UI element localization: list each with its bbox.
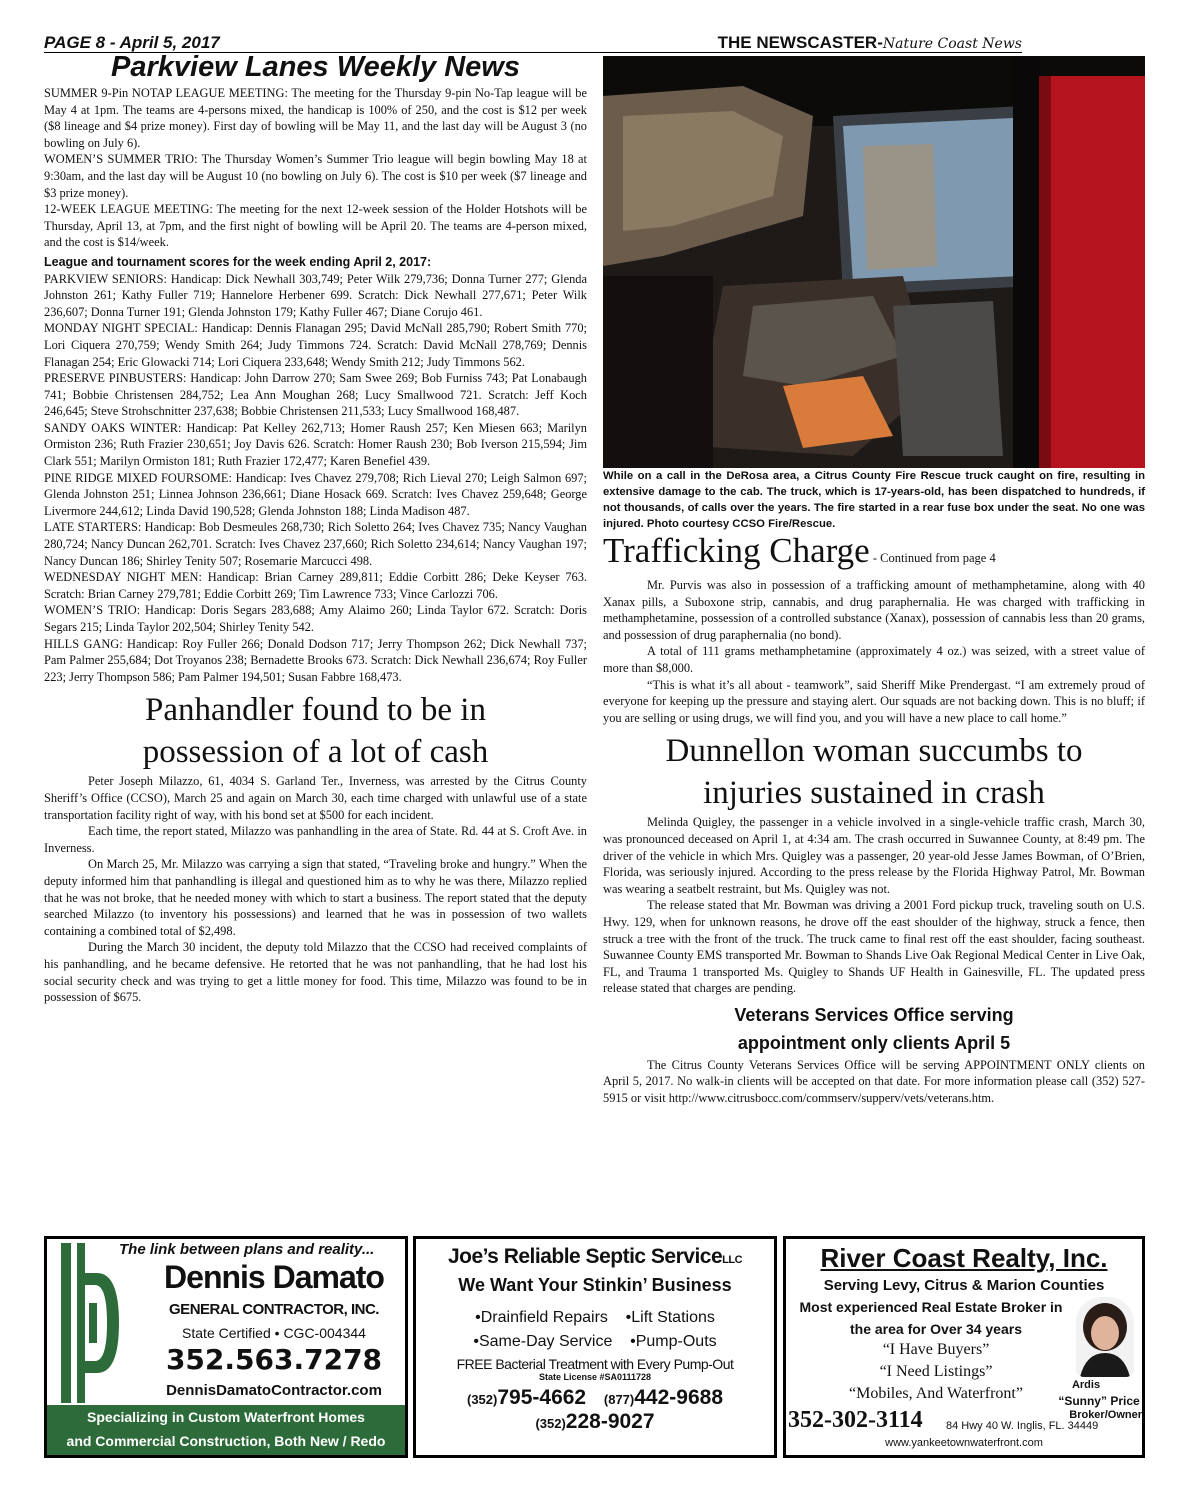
article-paragraph: Peter Joseph Milazzo, 61, 4034 S. Garland Ter., Inverness, was arrested by the Citrus County Sheriff’s Office (CCSO), March 25 and again on March 30, each time charged with unlawful use of a state transportation facility right of way, with his bond set at $500 for each incident. xyxy=(44,774,587,822)
league-scores: MONDAY NIGHT SPECIAL: Handicap: Dennis Flanagan 295; David McNall 285,790; Robert Smith 770; Lori Ciquera 270,759; Wendy Smith 264; Judy Timmons 724. Scratch: David McNall 278,769; Dennis Flanagan 254; Eric Glowacki 714; Lori Ciquera 233,648; Wendy Smith 212; Judy Timmons 562. xyxy=(44,321,587,369)
league-scores: LATE STARTERS: Handicap: Bob Desmeules 268,730; Rich Soletto 264; Ives Chavez 735; Nancy Vaughan 280,724; Nancy Duncan 262,701. Scratch: Ives Chavez 237,660; Rich Soletto 234,614; Nancy Vaughan 197; Nancy Duncan 186; Shirley Tenity 507; Rosemarie Marcucci 498. xyxy=(44,520,587,568)
article-paragraph: The release stated that Mr. Bowman was driving a 2001 Ford pickup truck, traveling south on U.S. Hwy. 129, when for unknown reasons, he drove off the east shoulder of the highway, struck a fence, then struck a tree with the front of the truck. The truck came to final rest off the east shoulder, facing southeast. Suwannee County EMS transported Mr. Bowman to Shands Live Oak Regional Medical Center in Live Oak, FL, and Trauma 1 transported Ms. Quigley to Shands UF Health in Gainesville, FL. The updated press release stated that charges are pending. xyxy=(603,898,1145,996)
paper-name-sub: Nature Coast News xyxy=(882,36,1022,52)
damato-cert: State Certified • CGC-004344 xyxy=(182,1325,366,1341)
fire-truck-photo xyxy=(603,56,1145,468)
league-scores: PARKVIEW SENIORS: Handicap: Dick Newhall 303,749; Peter Wilk 279,736; Donna Turner 277; Glenda Johnston 261; Kathy Fuller 719; Hannelore Herbener 699. Scratch: Dick Newhall 277,671; Peter Wilk 236,607; Donna Turner 191; Glenda Johnston 179; Kathy Fuller 467; Diane Corujo 461. xyxy=(44,271,587,319)
septic-name xyxy=(416,1245,774,1269)
agent-first: Ardis xyxy=(1071,1379,1101,1391)
septic-service: •Same-Day Service xyxy=(473,1333,613,1350)
septic-service: •Pump-Outs xyxy=(630,1333,717,1350)
paper-name xyxy=(718,33,1022,53)
phone-number: 795-4662 xyxy=(497,1386,587,1409)
septic-services xyxy=(416,1306,774,1354)
realty-address: 84 Hwy 40 W. Inglis, FL. 34449 xyxy=(946,1420,1099,1432)
bowling-paragraph: SUMMER 9-Pin NOTAP LEAGUE MEETING: The meeting for the Thursday 9-pin No-Tap league will be May 4 at 1pm. The teams are 4-persons mixed, the handicap is 100% of 250, and the cost is $12 per week ($8 lineage and $4 prize money). First day of bowling will be May 11, and the last day will be August 3 (no bowling on July 6). xyxy=(44,86,587,150)
septic-license: State License #SA0111728 xyxy=(538,1372,652,1382)
phone-area: (877) xyxy=(603,1392,635,1407)
septic-free-offer: FREE Bacterial Treatment with Every Pump-Out xyxy=(456,1356,734,1372)
septic-slogan: We Want Your Stinkin’ Business xyxy=(458,1275,732,1295)
league-scores: PINE RIDGE MIXED FOURSOME: Handicap: Ives Chavez 279,708; Rich Lieval 270; Leigh Salmon 697; Glenda Johnston 251; Linnea Johnson 236,661; Diane Hosack 669. Scratch: Ives Chavez 259,648; George Livermore 244,612; Linda David 190,528; Glenda Johnston 188; Linda Madison 487. xyxy=(44,470,587,518)
article-paragraph: Mr. Purvis was also in possession of a trafficking amount of methamphetamine, along with 40 Xanax pills, a Suboxone strip, cannabis, and drug paraphernalia. He was charged with trafficking in methamphetamine, possession of a controlled substance (Xanax), possession of cannabis less than 20 grams, and possession of drug paraphernalia (no bond). xyxy=(603,578,1145,642)
septic-service: •Drainfield Repairs xyxy=(475,1309,608,1326)
agent-portrait-icon xyxy=(1076,1297,1134,1377)
damato-footer-line: and Commercial Construction, Both New / Redo xyxy=(66,1433,386,1449)
ad-septic xyxy=(413,1236,777,1458)
damato-company: GENERAL CONTRACTOR, INC. xyxy=(169,1301,379,1318)
phone-number: 442-9688 xyxy=(634,1386,723,1409)
agent-nick: “Sunny” Price xyxy=(1058,1394,1140,1408)
damato-footer xyxy=(47,1405,405,1455)
paper-name-main: THE NEWSCASTER- xyxy=(717,33,883,52)
scores-heading: League and tournament scores for the week ending April 2, 2017: xyxy=(44,254,432,269)
damato-name: Dennis Damato xyxy=(164,1259,384,1295)
realty-quote: “I Have Buyers” xyxy=(882,1341,990,1358)
league-scores: PRESERVE PINBUSTERS: Handicap: John Darrow 270; Sam Swee 269; Bob Furniss 743; Pat Lonabaugh 741; Bobbie Christensen 284,752; Lea Ann Moughan 268; Lucy Smallwood 721. Scratch: Jeff Koch 246,645; Steve Strohschnitter 237,638; Bobbie Christensen 211,533; Lucy Smallwood 168,487. xyxy=(44,371,587,419)
league-scores: SANDY OAKS WINTER: Handicap: Pat Kelley 262,713; Homer Raush 257; Ken Miesen 663; Marilyn Ormiston 236; Ruth Frazier 230,651; Joy Davis 626. Scratch: Homer Raush 230; Bob Iverson 215,594; Jim Clark 551; Marilyn Ormiston 181; Ruth Frazier 172,477; Karen Benefiel 439. xyxy=(44,420,587,469)
bowling-paragraph: 12-WEEK LEAGUE MEETING: The meeting for the next 12-week session of the Holder Hotshots will be Thursday, April 13, at 7pm, and the first night of bowling will be April 20. The teams are 4-person mixed, and the cost is $14/week. xyxy=(44,202,587,250)
article-paragraph: Melinda Quigley, the passenger in a vehicle involved in a single-vehicle traffic crash, March 30, was pronounced deceased on April 1, at 4:34 am. The crash occurred in Suwannee County, at 8:49 pm. The driver of the vehicle in which Mrs. Quigley was a passenger, 20 year-old Jesse James Bowman, of O’Brien, Florida, was seriously injured. According to the press release by the Florida Highway Patrol, Mr. Bowman was wearing a seatbelt restraint, but Ms. Quigley was not. xyxy=(603,815,1145,896)
league-scores: WOMEN’S TRIO: Handicap: Doris Segars 283,688; Amy Alaimo 260; Linda Taylor 672. Scratch: Doris Segars 215; Linda Taylor 202,504; Shirley Tenity 542. xyxy=(44,603,587,634)
phone-number: 228-9027 xyxy=(565,1410,655,1433)
ad-damato xyxy=(44,1236,408,1458)
realty-exp2: the area for Over 34 years xyxy=(850,1321,1022,1337)
article-paragraph: Each time, the report stated, Milazzo was panhandling in the area of State. Rd. 44 at S. Croft Ave. in Inverness. xyxy=(44,824,587,855)
bowling-paragraph: WOMEN’S SUMMER TRIO: The Thursday Women’s Summer Trio league will begin bowling May 18 at 9:30am, and the last day will be August 10 (no bowling on July 6). The cost is $10 per week ($7 lineage and $3 prize money). xyxy=(44,152,587,200)
article-paragraph: A total of 111 grams methamphetamine (approximately 4 oz.) was seized, with a street value of more than $8,000. xyxy=(603,644,1145,675)
septic-phone3 xyxy=(416,1410,774,1434)
septic-phones xyxy=(416,1386,774,1410)
agent-title: Broker/Owner xyxy=(1069,1409,1142,1421)
realty-website: www.yankeetownwaterfront.com xyxy=(885,1437,1043,1449)
panhandler-headline: Panhandler found to be in possession of a lot of cash xyxy=(142,692,489,771)
septic-name-main: Joe’s Reliable Septic Service xyxy=(447,1245,723,1268)
left-column xyxy=(44,52,587,1006)
realty-name: River Coast Realty, Inc. xyxy=(820,1243,1108,1273)
veterans-headline: Veterans Services Office serving appointment only clients April 5 xyxy=(734,1004,1014,1053)
bowling-title: Parkview Lanes Weekly News xyxy=(111,51,520,83)
trafficking-title: Trafficking Charge xyxy=(603,531,870,570)
fire-truck-cab-image xyxy=(603,56,1145,468)
septic-service: •Lift Stations xyxy=(625,1309,715,1326)
article-paragraph: The Citrus County Veterans Services Office will be serving APPOINTMENT ONLY clients on April 5, 2017. No walk-in clients will be accepted on that date. For more information please call (352) 527-5915 or visit http://www.citrusbocc.com/commserv/supperv/vets/veterans.htm. xyxy=(603,1057,1145,1106)
realty-exp1: Most experienced Real Estate Broker in xyxy=(799,1299,1063,1315)
damato-footer-line: Specializing in Custom Waterfront Homes xyxy=(87,1409,365,1425)
agent-photo xyxy=(1076,1297,1134,1377)
photo-caption: While on a call in the DeRosa area, a Citrus County Fire Rescue truck caught on fire, resulting in extensive damage to the cab. The truck, which is 17-years-old, has been dispatched to hundreds, if not thousands, of calls over the years. The fire started in a rear fuse box under the seat. No one was injured. Photo courtesy CCSO Fire/Rescue. xyxy=(603,470,1145,530)
page-line: PAGE 8 - April 5, 2017 xyxy=(44,33,220,52)
damato-logo-icon xyxy=(53,1243,125,1403)
league-scores: HILLS GANG: Handicap: Roy Fuller 266; Donald Dodson 717; Jerry Thompson 262; Dick Newhall 737; Pam Palmer 255,684; Dot Troyanos 238; Bernadette Brooks 673. Scratch: Dick Newhall 236,674; Roy Fuller 223; Jerry Thompson 586; Pam Palmer 194,501; Susan Fabbre 168,473. xyxy=(44,636,587,684)
phone-area: (352) xyxy=(535,1416,566,1431)
damato-phone: 352.563.7278 xyxy=(165,1343,383,1376)
realty-phone: 352-302-3114 xyxy=(788,1407,923,1433)
damato-tagline: The link between plans and reality... xyxy=(119,1241,375,1258)
ad-realty xyxy=(783,1236,1145,1458)
realty-quote: “I Need Listings” xyxy=(879,1363,993,1380)
damato-website: DennisDamatoContractor.com xyxy=(166,1382,382,1399)
article-paragraph: On March 25, Mr. Milazzo was carrying a sign that stated, “Traveling broke and hungry.” When the deputy informed him that panhandling is illegal and questioned him as to why he was there, Milazzo replied that he was not broke, that he needed money with which to start a business. The report stated that the deputy searched Milazzo (to inventory his possessions) and learned that he was in possession of two wallets containing a combined total of $2,498. xyxy=(44,857,587,938)
right-column xyxy=(603,56,1145,1107)
phone-area: (352) xyxy=(467,1392,498,1407)
article-paragraph: “This is what it’s all about - teamwork”, said Sheriff Mike Prendergast. “I am extremely proud of everyone for keeping up the pressure and staying alert. Our squads are not backing down. This is no bluff; if you are selling or using drugs, we will find you, and you will have a new place to call home.” xyxy=(603,677,1145,725)
dunnellon-headline: Dunnellon woman succumbs to injuries sustained in crash xyxy=(665,733,1083,812)
realty-serving: Serving Levy, Citrus & Marion Counties xyxy=(823,1277,1105,1294)
trafficking-headline xyxy=(603,532,1145,577)
league-scores: WEDNESDAY NIGHT MEN: Handicap: Brian Carney 289,811; Eddie Corbitt 286; Deke Keyser 763. Scratch: Brian Carney 279,781; Eddie Corbitt 269; Tim Lawrence 733; Vince Carlozzi 706. xyxy=(44,570,587,601)
damato-logo xyxy=(53,1243,125,1403)
article-paragraph: During the March 30 incident, the deputy told Milazzo that the CCSO had received complaints of his panhandling, and he became defensive. He retorted that he was not panhandling, that he had lost his social security check and was trying to get a little money for food. This time, Milazzo was found to be in possession of $675. xyxy=(44,940,587,1005)
septic-llc: LLC xyxy=(722,1254,743,1266)
continued-note: - Continued from page 4 xyxy=(869,551,996,565)
realty-quote: “Mobiles, And Waterfront” xyxy=(849,1385,1023,1402)
